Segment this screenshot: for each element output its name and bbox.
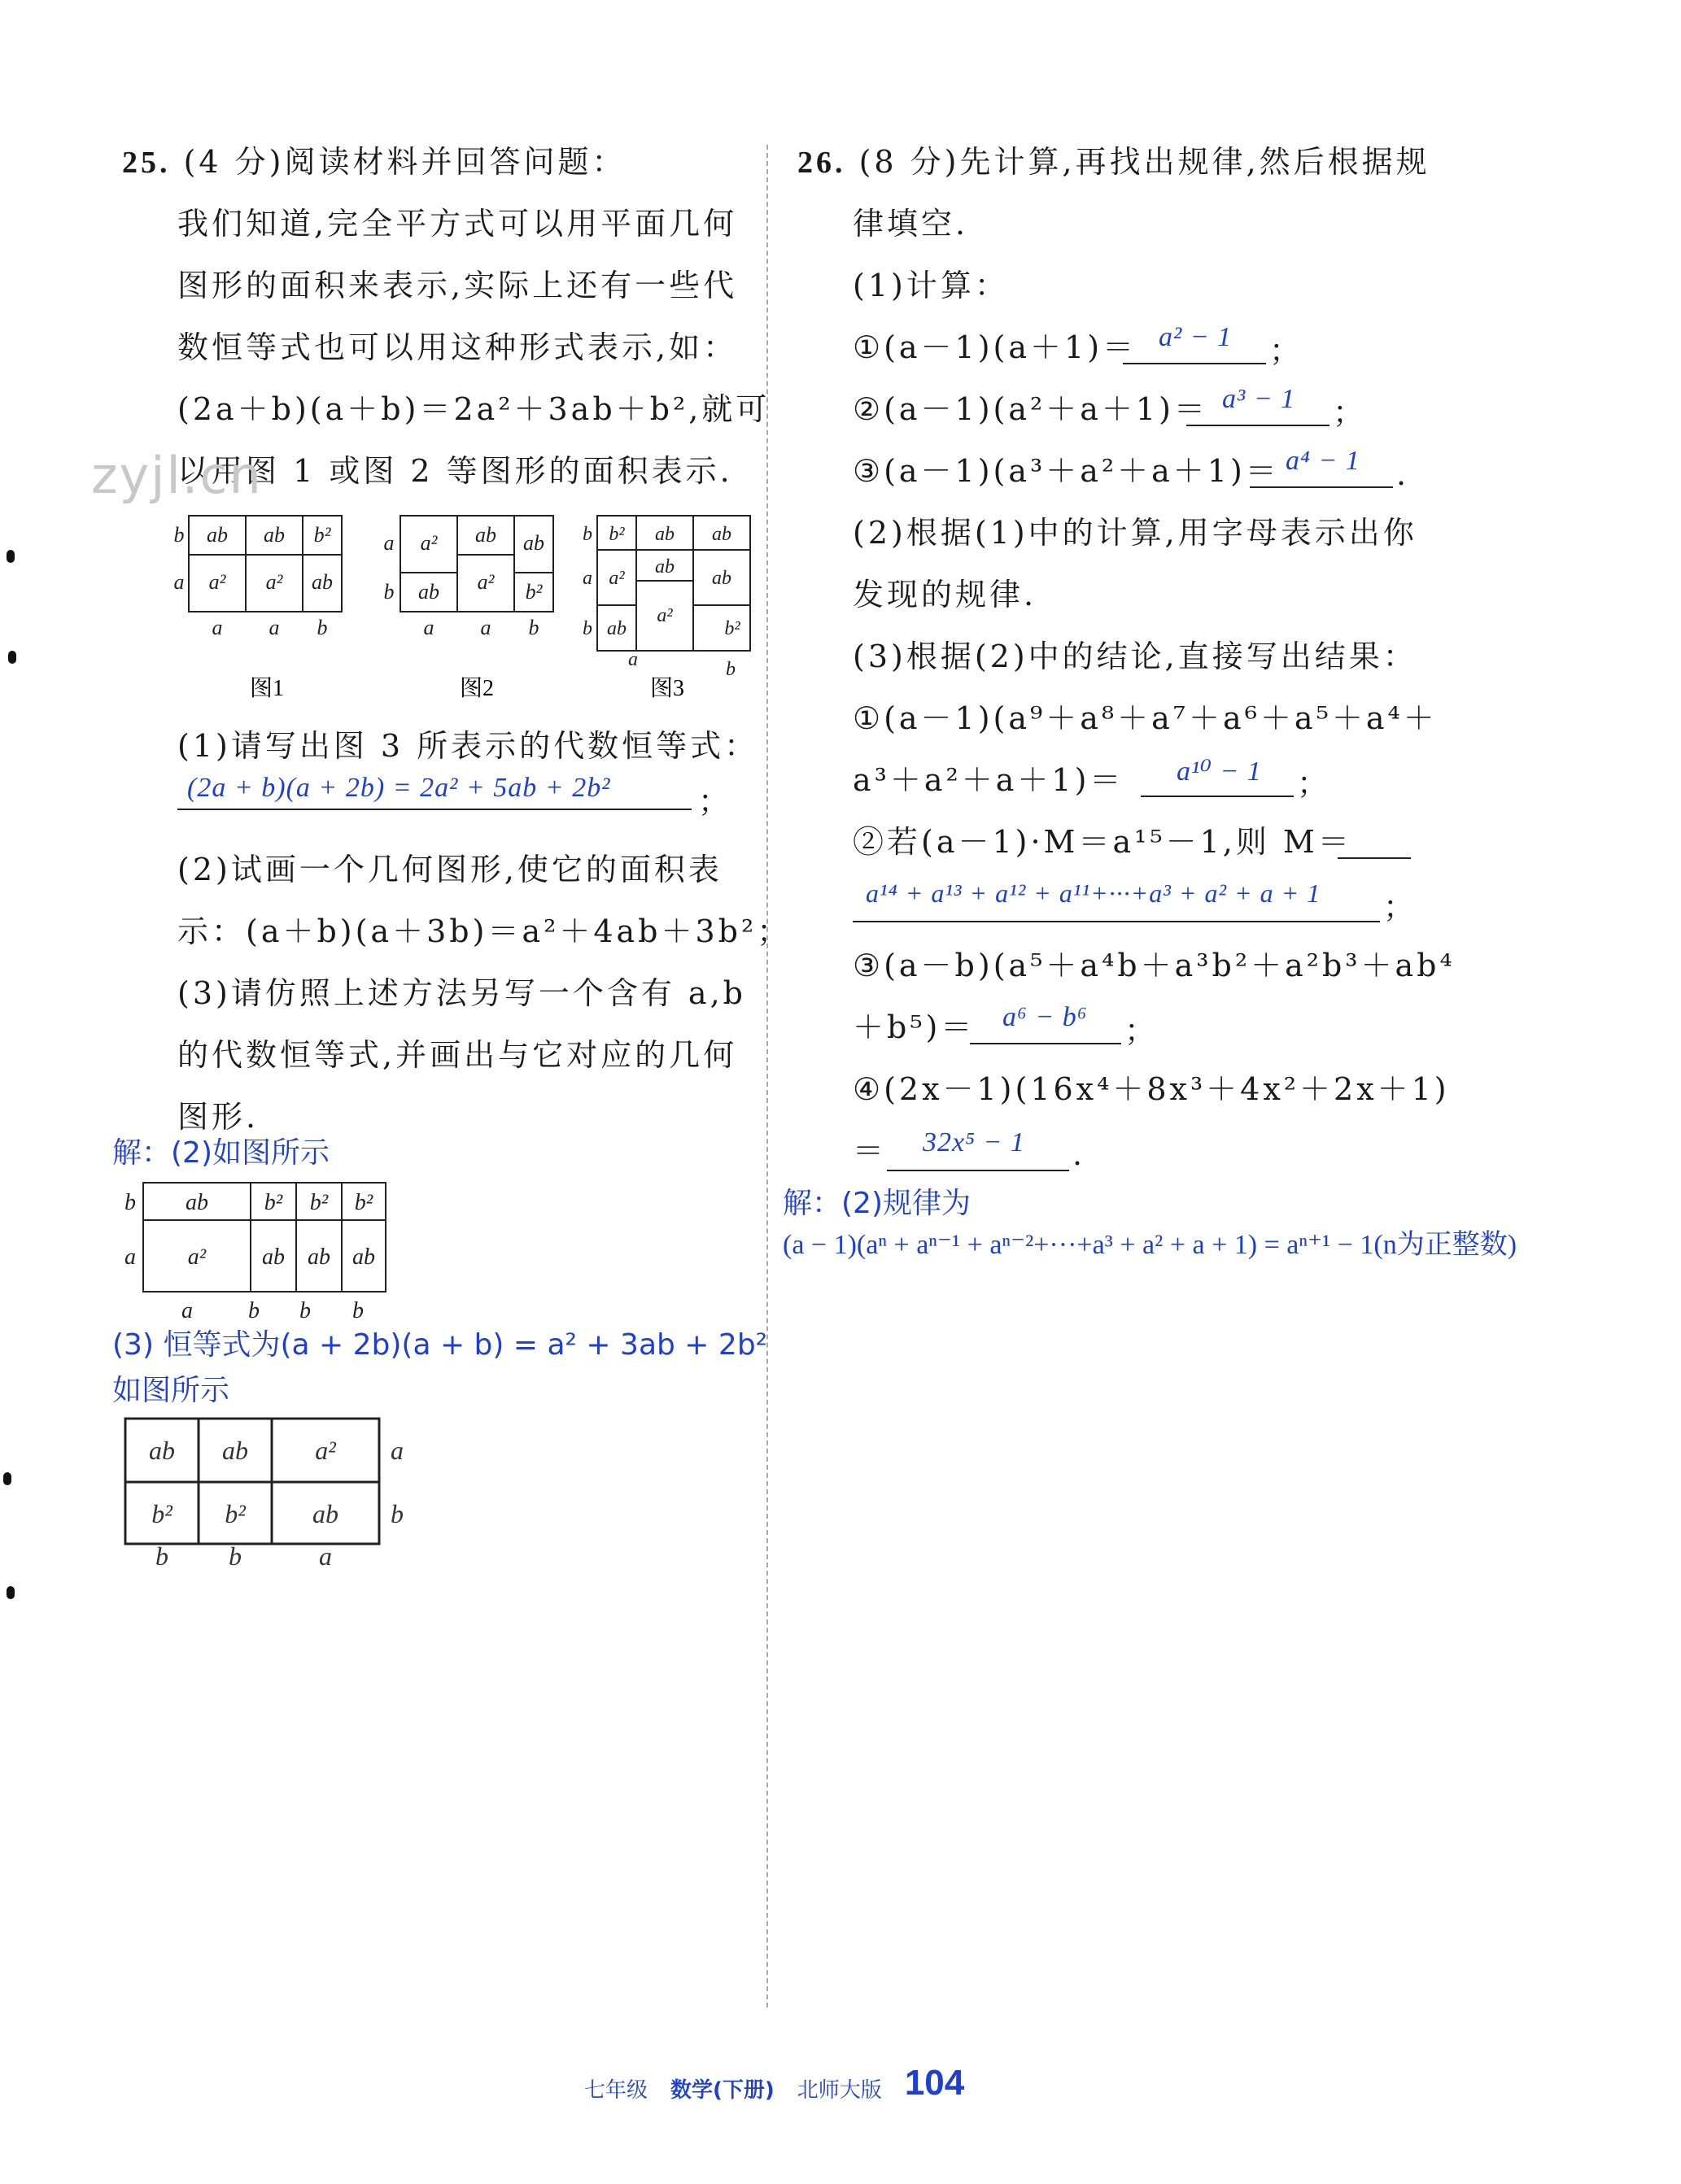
q25-part1-end: ； bbox=[698, 783, 733, 819]
q26-r2-end: ； bbox=[1383, 889, 1418, 925]
grid3-cell: ab bbox=[222, 1436, 248, 1465]
fig3-cell: ab bbox=[655, 524, 675, 545]
q26-c3: ③(a－1)(a³＋a²＋a＋1)＝ bbox=[853, 453, 1280, 489]
page-footer bbox=[584, 2063, 964, 2103]
q26-r1-line1: ①(a－1)(a⁹＋a⁸＋a⁷＋a⁶＋a⁵＋a⁴＋ bbox=[853, 700, 1438, 736]
q26-r4-blank bbox=[887, 1127, 1069, 1171]
q25-part1-blank bbox=[177, 773, 692, 810]
fig1-cell: ab bbox=[264, 523, 285, 547]
fig2-side: b bbox=[383, 580, 395, 604]
fig3-side: b bbox=[583, 524, 592, 545]
q26-solution-2: (a − 1)(aⁿ + aⁿ⁻¹ + aⁿ⁻²+···+a³ + a² + a + 1) = aⁿ⁺¹ − 1(n为正整数) bbox=[783, 1230, 1517, 1260]
q26-c2-answer: a³ − 1 bbox=[1222, 384, 1296, 414]
grid2-cell: b² bbox=[264, 1190, 283, 1215]
grid2-bottom: b bbox=[299, 1298, 311, 1323]
q26-part2-line1: (2)根据(1)中的计算,用字母表示出你 bbox=[853, 515, 1417, 551]
q26-c2-blank bbox=[1186, 384, 1330, 426]
page-number: 104 bbox=[904, 2063, 965, 2103]
q26-header: (8 分)先计算,再找出规律,然后根据规 bbox=[858, 144, 1430, 180]
q25-header: (4 分)阅读材料并回答问题： bbox=[183, 144, 627, 180]
q26-r1-line2: a³＋a²＋a＋1)＝ bbox=[853, 762, 1124, 798]
scan-mark bbox=[7, 1586, 15, 1599]
q25-solution-3b: 如图所示 bbox=[112, 1374, 230, 1407]
grid3-cell: b² bbox=[225, 1499, 246, 1528]
fig1-side: b bbox=[173, 523, 185, 547]
grid3-side: b bbox=[391, 1499, 404, 1528]
grid3-cell: a² bbox=[315, 1436, 336, 1465]
fig1-cell: a² bbox=[265, 570, 283, 594]
q25-solution-grid-3 bbox=[114, 1415, 423, 1570]
grid2-cell: ab bbox=[262, 1245, 285, 1270]
q25-line-5: 以用图 1 或图 2 等图形的面积表示. bbox=[177, 453, 733, 489]
fig2-bottom: b bbox=[528, 616, 539, 639]
grid2-side: a bbox=[124, 1245, 136, 1270]
q26-r4-line1: ④(2x－1)(16x⁴＋8x³＋4x²＋2x＋1) bbox=[853, 1071, 1450, 1107]
q26-part2-line2: 发现的规律. bbox=[853, 577, 1037, 612]
fig3-caption: 图3 bbox=[649, 676, 685, 701]
fig3-cell: a² bbox=[609, 568, 625, 589]
fig2-bottom: a bbox=[423, 616, 434, 639]
fig2-caption: 图2 bbox=[459, 676, 495, 701]
q26-r2-blank-start bbox=[1338, 817, 1411, 859]
q26-header-2: 律填空. bbox=[853, 206, 969, 242]
q26-c3-end: . bbox=[1396, 456, 1410, 492]
fig3-cell: ab bbox=[655, 556, 675, 578]
q26-c1-end: ； bbox=[1269, 333, 1304, 368]
fig3-side: a bbox=[583, 568, 592, 589]
fig3-cell: a² bbox=[657, 605, 673, 626]
q26-c3-blank bbox=[1250, 446, 1393, 488]
fig2-cell: a² bbox=[420, 531, 438, 555]
fig1-cell: b² bbox=[313, 523, 331, 547]
q25-solution-3: (3) 恒等式为(a + 2b)(a + b) = a² + 3ab + 2b² bbox=[112, 1328, 768, 1362]
fig2-cell: ab bbox=[418, 580, 439, 604]
fig2-bottom: a bbox=[480, 616, 491, 639]
q25-part2-line2: 示：(a＋b)(a＋3b)＝a²＋4ab＋3b²； bbox=[177, 913, 792, 949]
grid2-cell: ab bbox=[186, 1190, 208, 1215]
footer-subject: 数学(下册) bbox=[670, 2078, 775, 2103]
q26-solution-1: 解：(2)规律为 bbox=[783, 1187, 971, 1220]
scan-mark bbox=[3, 1472, 11, 1485]
watermark: zyjl.cn bbox=[91, 446, 263, 505]
q26-heading bbox=[797, 146, 1430, 178]
q25-line-2: 图形的面积来表示,实际上还有一些代 bbox=[177, 268, 738, 303]
q26-r4-answer: 32x⁵ − 1 bbox=[923, 1127, 1025, 1157]
grid3-bottom: b bbox=[229, 1541, 242, 1570]
fig2-cell: ab bbox=[523, 531, 544, 555]
fig2-side: a bbox=[383, 531, 395, 555]
q25-part2-line1: (2)试画一个几何图形,使它的面积表 bbox=[177, 852, 723, 887]
q26-r4-end: . bbox=[1072, 1136, 1086, 1172]
q26-r4-line2: ＝ bbox=[853, 1133, 888, 1169]
grid2-bottom: b bbox=[352, 1298, 364, 1323]
grid2-cell: ab bbox=[308, 1245, 330, 1270]
q25-line-1: 我们知道,完全平方式可以用平面几何 bbox=[177, 206, 738, 242]
grid2-cell: ab bbox=[352, 1245, 375, 1270]
q26-c3-answer: a⁴ − 1 bbox=[1286, 446, 1360, 476]
q25-heading bbox=[122, 146, 627, 178]
q26-r3-end: ； bbox=[1124, 1013, 1159, 1048]
scan-mark bbox=[7, 550, 15, 563]
grid3-side: a bbox=[391, 1436, 404, 1465]
q26-c1-blank bbox=[1123, 322, 1266, 364]
fig1-bottom: a bbox=[212, 616, 223, 639]
fig3-cell: ab bbox=[712, 524, 731, 545]
q26-r2-blank bbox=[853, 878, 1380, 922]
q26-r3-answer: a⁶ − b⁶ bbox=[1002, 1002, 1088, 1032]
q26-r2-line1: ②若(a－1)·M＝a¹⁵－1,则 M＝ bbox=[853, 824, 1352, 860]
fig3-side: b bbox=[583, 618, 592, 639]
fig3-bottom: a bbox=[628, 649, 638, 670]
fig1-cell: a² bbox=[208, 570, 226, 594]
fig3-cell: ab bbox=[712, 568, 731, 589]
q25-solution-grid-2 bbox=[114, 1179, 407, 1326]
q26-c2: ②(a－1)(a²＋a＋1)＝ bbox=[853, 391, 1208, 427]
fig3-bottom: b bbox=[726, 659, 736, 680]
fig2-cell: b² bbox=[525, 580, 543, 604]
q26-c2-end: ； bbox=[1333, 395, 1368, 430]
grid2-side: b bbox=[124, 1190, 136, 1215]
fig1-side: a bbox=[173, 570, 185, 594]
fig2-cell: ab bbox=[475, 523, 496, 547]
q25-part1: (1)请写出图 3 所表示的代数恒等式： bbox=[177, 728, 759, 764]
q25-line-4: (2a＋b)(a＋b)＝2a²＋3ab＋b²,就可 bbox=[177, 391, 771, 427]
fig3-cell: ab bbox=[607, 618, 627, 639]
q26-r3-line1: ③(a－b)(a⁵＋a⁴b＋a³b²＋a²b³＋ab⁴ bbox=[853, 948, 1456, 983]
q25-part3-line1: (3)请仿照上述方法另写一个含有 a,b bbox=[177, 975, 746, 1011]
grid2-bottom: a bbox=[181, 1298, 193, 1323]
grid3-bottom: b bbox=[155, 1541, 168, 1570]
grid2-cell: b² bbox=[309, 1190, 329, 1215]
grid3-cell: b² bbox=[151, 1499, 172, 1528]
q25-line-3: 数恒等式也可以用这种形式表示,如： bbox=[177, 329, 738, 365]
grid3-cell: ab bbox=[149, 1436, 175, 1465]
grid2-cell: a² bbox=[187, 1245, 207, 1270]
q26-r3-blank bbox=[970, 1002, 1121, 1044]
grid2-cell: b² bbox=[354, 1190, 373, 1215]
q25-part1-answer: (2a + b)(a + 2b) = 2a² + 5ab + 2b² bbox=[187, 773, 611, 803]
q26-r1-end: ； bbox=[1297, 765, 1332, 801]
q25-solution-2: 解：(2)如图所示 bbox=[112, 1136, 330, 1170]
fig1-cell: ab bbox=[312, 570, 333, 594]
q25-part3-line3: 图形. bbox=[177, 1099, 260, 1135]
q25-part3-line2: 的代数恒等式,并画出与它对应的几何 bbox=[177, 1037, 738, 1073]
fig1-cell: ab bbox=[207, 523, 228, 547]
fig1-bottom: a bbox=[269, 616, 280, 639]
fig2-cell: a² bbox=[477, 570, 495, 594]
q26-part3: (3)根据(2)中的结论,直接写出结果： bbox=[853, 639, 1417, 674]
q26-part1: (1)计算： bbox=[853, 268, 1009, 303]
fig1-caption: 图1 bbox=[249, 676, 285, 701]
fig3-cell: b² bbox=[609, 524, 625, 545]
footer-edition: 北师大版 bbox=[797, 2078, 882, 2103]
scan-mark bbox=[8, 651, 16, 664]
grid2-bottom: b bbox=[248, 1298, 260, 1323]
q25-number: 25. bbox=[122, 146, 171, 180]
q26-number: 26. bbox=[797, 146, 846, 180]
q26-r1-answer: a¹⁰ − 1 bbox=[1177, 756, 1262, 787]
footer-grade: 七年级 bbox=[584, 2078, 648, 2103]
q26-c1: ①(a－1)(a＋1)＝ bbox=[853, 329, 1137, 365]
grid3-bottom: a bbox=[319, 1541, 332, 1570]
q26-c1-answer: a² − 1 bbox=[1159, 322, 1233, 352]
fig3-cell: b² bbox=[724, 618, 740, 639]
q26-r2-answer: a¹⁴ + a¹³ + a¹² + a¹¹+···+a³ + a² + a + 1 bbox=[866, 878, 1321, 908]
q26-r3-line2: ＋b⁵)＝ bbox=[853, 1009, 976, 1045]
fig1-bottom: b bbox=[317, 616, 328, 639]
q25-figures bbox=[163, 504, 757, 708]
q26-r1-blank bbox=[1141, 755, 1294, 797]
grid3-cell: ab bbox=[312, 1499, 338, 1528]
